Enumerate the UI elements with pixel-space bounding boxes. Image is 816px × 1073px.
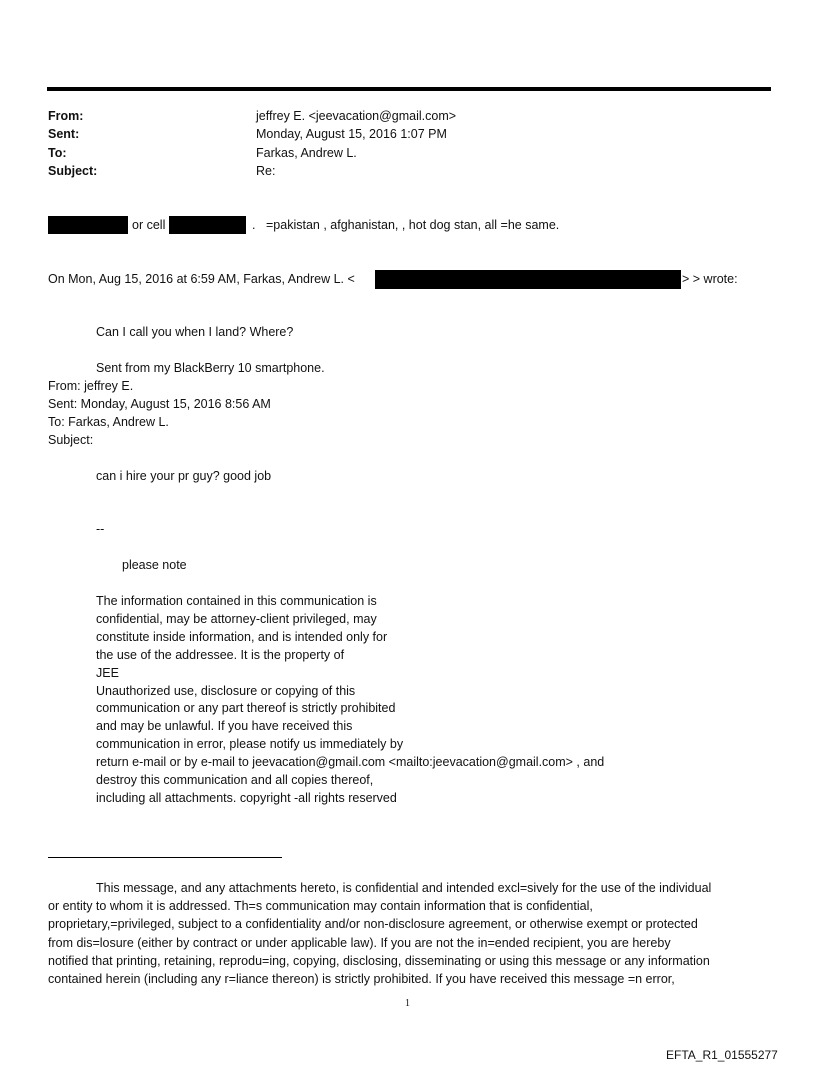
disclaimer-line: proprietary,=privileged, subject to a confidentiality and/or non-disclosure agreement, or otherwise exempt or protected xyxy=(48,917,698,932)
top-rule xyxy=(47,87,771,91)
disclaimer-line: This message, and any attachments hereto, is confidential and intended excl=sively for the use of the individual xyxy=(96,881,712,895)
notice-line: communication in error, please notify us immediately by xyxy=(96,737,404,752)
to-label: To: xyxy=(48,146,67,160)
document-id: EFTA_R1_01555277 xyxy=(666,1048,778,1062)
redaction-box xyxy=(48,216,128,234)
reply-cell-text: or cell xyxy=(132,218,166,232)
notice-line: Unauthorized use, disclosure or copying of this xyxy=(96,683,356,698)
notice-line: constitute inside information, and is intended only for xyxy=(96,629,388,644)
notice-line: the use of the addressee. It is the property of xyxy=(96,647,345,662)
disclaimer-line: or entity to whom it is addressed. Th=s communication may contain information that is confidential, xyxy=(48,899,593,914)
confidentiality-notice xyxy=(96,593,656,808)
call-question: Can I call you when I land? Where? xyxy=(96,325,294,339)
quote-intro-suffix: > > wrote: xyxy=(682,272,738,286)
prev-subject: Subject: xyxy=(48,433,94,447)
please-note: please note xyxy=(122,558,187,572)
to-value: Farkas, Andrew L. xyxy=(256,146,357,160)
from-label: From: xyxy=(48,109,84,123)
signature-dashes: -- xyxy=(96,522,105,536)
sent-label: Sent: xyxy=(48,127,80,141)
disclaimer-line: from dis=losure (either by contract or under applicable law). If you are not the in=ended recipient, you are hereby xyxy=(48,935,671,950)
disclaimer-line: contained herein (including any r=liance thereon) is strictly prohibited. If you have received this message =n error, xyxy=(48,972,675,987)
quote-intro-prefix: On Mon, Aug 15, 2016 at 6:59 AM, Farkas, Andrew L. < xyxy=(48,272,355,286)
notice-line: destroy this communication and all copies thereof, xyxy=(96,773,374,788)
hire-line: can i hire your pr guy? good job xyxy=(96,469,272,483)
redaction-box xyxy=(375,270,681,289)
footnote-separator xyxy=(48,857,282,858)
page-number: 1 xyxy=(405,998,410,1009)
notice-line: and may be unlawful. If you have received this xyxy=(96,719,353,734)
disclaimer-line: notified that printing, retaining, reprodu=ing, copying, disclosing, disseminating or using this message or any information xyxy=(48,953,710,968)
sent-from-line: Sent from my BlackBerry 10 smartphone. xyxy=(96,361,325,375)
notice-line: including all attachments. copyright -all rights reserved xyxy=(96,790,397,805)
notice-line: communication or any part thereof is strictly prohibited xyxy=(96,701,396,716)
from-value: jeffrey E. <jeevacation@gmail.com> xyxy=(256,109,457,123)
prev-from: From: jeffrey E. xyxy=(48,379,134,393)
redaction-box xyxy=(169,216,246,234)
disclaimer xyxy=(48,879,773,988)
subject-value: Re: xyxy=(256,164,276,178)
reply-dot: . xyxy=(252,218,256,232)
notice-line: JEE xyxy=(96,665,119,680)
prev-to: To: Farkas, Andrew L. xyxy=(48,415,169,429)
notice-line: The information contained in this communication is xyxy=(96,594,377,608)
notice-line: return e-mail or by e-mail to jeevacation@gmail.com <mailto:jeevacation@gmail.com> , and xyxy=(96,755,605,770)
prev-sent: Sent: Monday, August 15, 2016 8:56 AM xyxy=(48,397,271,411)
notice-line: confidential, may be attorney-client privileged, may xyxy=(96,611,377,626)
subject-label: Subject: xyxy=(48,164,98,178)
sent-value: Monday, August 15, 2016 1:07 PM xyxy=(256,127,447,141)
reply-text: =pakistan , afghanistan, , hot dog stan, all =he same. xyxy=(266,218,560,232)
